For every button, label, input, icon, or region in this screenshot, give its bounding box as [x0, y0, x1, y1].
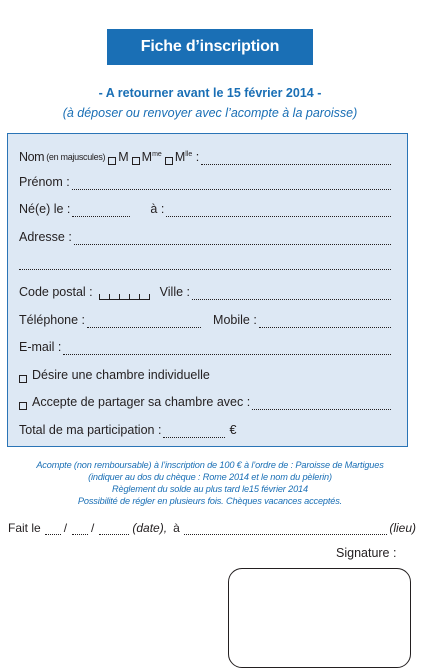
- form-title: Fiche d’inscription: [107, 29, 313, 65]
- checkbox-share-room[interactable]: [19, 402, 27, 410]
- civility-mlle-label: $M^{lle}$ :: [174, 150, 200, 165]
- firstname-label: Prénom :: [19, 175, 70, 189]
- city-label: Ville :: [159, 285, 191, 299]
- total-label: Total de ma participation :: [19, 423, 162, 437]
- birthplace-label: à :: [150, 202, 165, 216]
- signature-label: Signature :: [336, 546, 397, 560]
- day-field[interactable]: [45, 523, 61, 535]
- share-room-label: Accepte de partager sa chambre avec :: [32, 395, 251, 409]
- address-field-2[interactable]: [19, 258, 391, 270]
- signature-box[interactable]: [228, 568, 411, 668]
- payment-info: [0, 459, 420, 507]
- fait-le-label: Fait le: [8, 521, 41, 535]
- postal-code-label: Code postal :: [19, 285, 93, 299]
- firstname-row: [19, 175, 391, 190]
- place-prefix: à: [173, 521, 180, 535]
- civility-mme-label: $M^{me}$: [141, 150, 162, 165]
- postal-row: [19, 285, 391, 300]
- cheque-info: (indiquer au dos du chèque : Rome 2014 et le nom du pèlerin): [88, 472, 332, 482]
- total-row: [19, 423, 391, 438]
- registration-form: [7, 133, 408, 447]
- email-row: [19, 340, 391, 355]
- place-field[interactable]: [184, 523, 388, 535]
- balance-info: Règlement du solde au plus tard le15 février 2014: [112, 484, 308, 494]
- name-field[interactable]: [201, 153, 391, 165]
- checkbox-m[interactable]: [108, 157, 116, 165]
- checkbox-mme[interactable]: [132, 157, 140, 165]
- deposit-info: Acompte (non remboursable) à l’inscription de 100 € à l’ordre de : Paroisse de Martigues: [36, 460, 384, 470]
- currency-symbol: €: [229, 423, 237, 437]
- checkbox-mlle[interactable]: [165, 157, 173, 165]
- date-label: (date),: [132, 521, 168, 535]
- return-instructions: (à déposer ou renvoyer avec l’acompte à la paroisse): [62, 106, 358, 120]
- civility-m-label: M: [118, 150, 129, 165]
- birthdate-label: Né(e) le :: [19, 202, 71, 216]
- phone-label: Téléphone :: [19, 313, 86, 327]
- year-field[interactable]: [99, 523, 129, 535]
- installments-info: Possibilité de régler en plusieurs fois. Chèques vacances acceptés.: [77, 496, 343, 506]
- single-room-label: Désire une chambre individuelle: [32, 368, 210, 382]
- birthplace-field[interactable]: [166, 205, 391, 217]
- checkbox-single-room[interactable]: [19, 375, 27, 383]
- phone-row: [19, 313, 391, 328]
- share-room-row: [19, 395, 391, 410]
- email-label: E-mail :: [19, 340, 62, 354]
- mobile-label: Mobile :: [213, 313, 257, 327]
- city-field[interactable]: [192, 288, 391, 300]
- birth-row: [19, 202, 391, 217]
- address-row: [19, 230, 391, 245]
- date-place-row: [8, 521, 416, 535]
- address-field[interactable]: [74, 233, 391, 245]
- mobile-field[interactable]: [259, 316, 391, 328]
- place-label: (lieu): [389, 521, 416, 535]
- birthdate-field[interactable]: [72, 205, 130, 217]
- single-room-row: [19, 368, 391, 383]
- name-label: Nom: [19, 150, 45, 165]
- share-room-field[interactable]: [252, 398, 391, 410]
- postal-code-field[interactable]: [99, 289, 150, 300]
- phone-field[interactable]: [87, 316, 201, 328]
- total-field[interactable]: [163, 426, 225, 438]
- email-field[interactable]: [63, 343, 391, 355]
- date-separator-2: /: [91, 521, 95, 535]
- address-label: Adresse :: [19, 230, 72, 244]
- name-row: [19, 147, 391, 165]
- address-row-2: [19, 258, 391, 270]
- month-field[interactable]: [72, 523, 88, 535]
- return-deadline: - A retourner avant le 15 février 2014 -: [98, 86, 322, 100]
- date-separator-1: /: [63, 521, 68, 535]
- firstname-field[interactable]: [72, 178, 391, 190]
- name-hint: (en majuscules): [46, 152, 106, 163]
